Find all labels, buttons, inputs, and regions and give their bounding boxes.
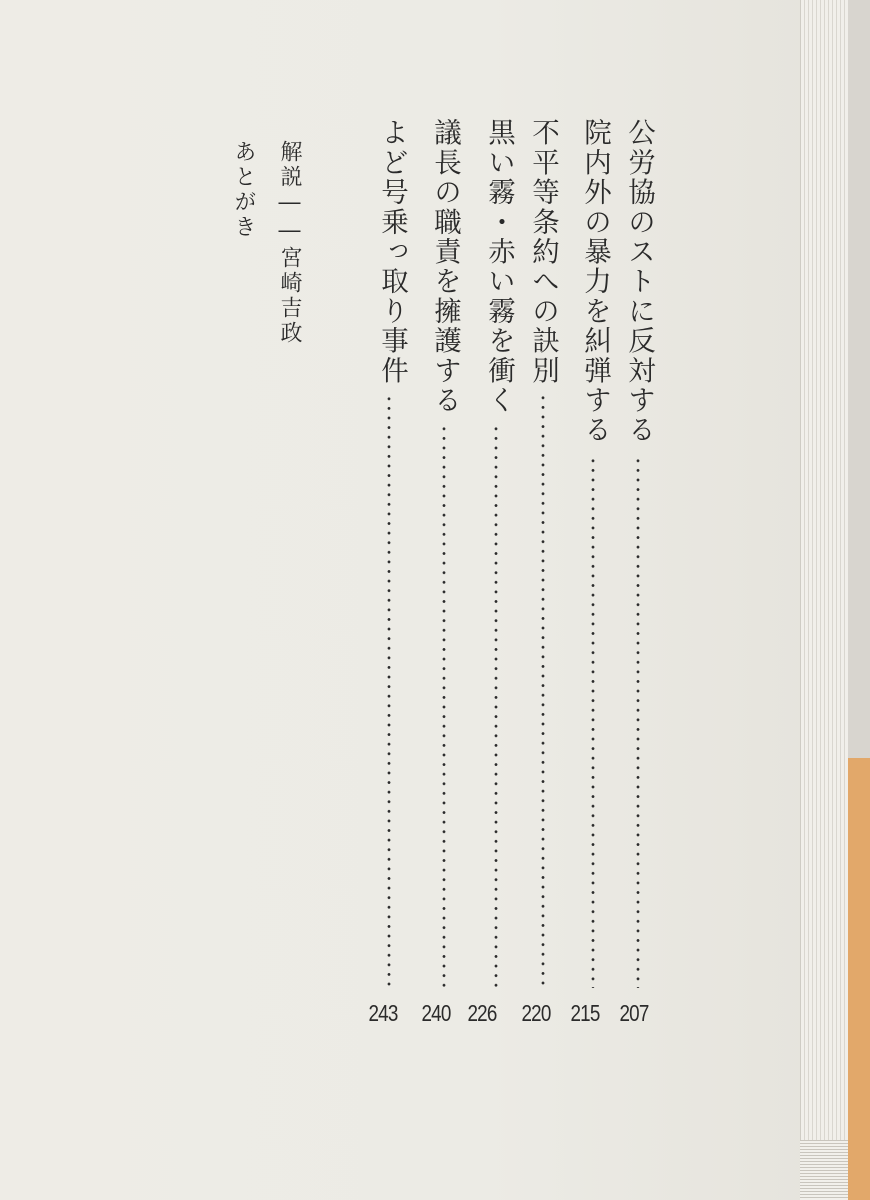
toc-page-number: 226 (467, 1000, 497, 1026)
toc-afterword: あとがき (231, 140, 256, 240)
toc-page-number: 220 (521, 1000, 551, 1026)
back-cover-edge (848, 0, 870, 758)
cover-tab (848, 758, 870, 1200)
toc-entry-title: よど号乗っ取り事件 (376, 118, 408, 386)
toc-entry-title: 公労協のストに反対する (623, 118, 655, 445)
toc-leader-dots (541, 393, 545, 988)
toc-entry-title: 黒い霧・赤い霧を衝く (483, 118, 515, 415)
toc-page-number: 207 (619, 1000, 649, 1026)
toc-leader-dots (494, 424, 498, 988)
toc-leader-dots (387, 394, 391, 988)
page-edges (800, 0, 849, 1200)
toc-leader-dots (591, 456, 595, 988)
page-edges-lower (800, 1140, 848, 1200)
toc-page-number: 243 (368, 1000, 398, 1026)
toc-page-number: 240 (421, 1000, 451, 1026)
toc-entry-title: 院内外の暴力を糾弾する (579, 118, 611, 445)
toc-leader-dots (442, 424, 446, 988)
toc-commentary: 解説――宮崎吉政 (277, 140, 302, 346)
toc-entry-title: 不平等条約への訣別 (527, 118, 559, 386)
toc-leader-dots (636, 456, 640, 988)
toc-entry-title: 議長の職責を擁護する (429, 118, 461, 415)
toc-page-number: 215 (570, 1000, 600, 1026)
